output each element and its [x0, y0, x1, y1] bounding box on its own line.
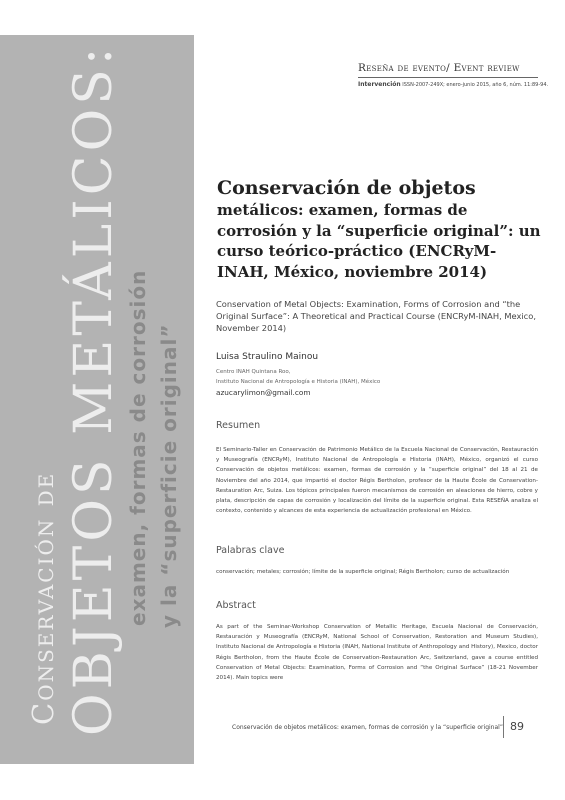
sidebar-title-line-2: OBJETOS METÁLICOS: — [64, 43, 124, 736]
resumen-text: El Seminario-Taller en Conservación de Patrimonio Metálico de la Escuela Nacional de Conservación, Restauración y Museografía (ENCRyM), Instituto Nacional de Antropología e Historia (INAH), México, organizó el curso Conservación de objetos metálicos: examen, formas de corrosión y la “superficie original” del 18 al 21 de Noviembre del año 2014, que impartió el doctor Régis Bertholon, profesor de la Haute École de Conservation-Restauration Arc, Suiza. Los tópicos principales fueron mecanismos de corrosión en aleaciones de hierro, cobre y plata, descripción de capas de corrosión y localización del límite de la superficie original. Esta RESEÑA analiza el contexto, contenido y alcances de esta experiencia de actualización profesional en México. — [216, 447, 538, 515]
keywords-text: conservación; metales; corrosión; límite de la superficie original; Régis Bertholon; curso de actualización — [216, 569, 510, 575]
footer-divider — [503, 716, 504, 738]
running-footer: Conservación de objetos metálicos: examen, formas de corrosión y la “superficie original” — [232, 724, 503, 731]
journal-info — [358, 81, 548, 88]
author-name: Luisa Straulino Mainou — [216, 352, 319, 362]
sidebar-title-line-1: Conservación de — [26, 471, 60, 725]
abstract-heading: Abstract — [216, 600, 256, 611]
journal-meta: ISSN-2007-249X; enero-junio 2015, año 6, núm. 11:89-94. — [402, 82, 549, 88]
sidebar-title-panel — [0, 35, 194, 764]
author-affiliation — [216, 367, 380, 387]
article-title — [217, 177, 547, 282]
sidebar-title-line-4: y la “superficie original” — [157, 323, 181, 628]
page-number: 89 — [510, 720, 524, 733]
header-divider — [358, 77, 538, 78]
article-title-rest: metálicos: examen, formas de corrosión y la “superficie original”: un curso teórico-práctico (ENCRyM-INAH, México, noviembre 2014) — [217, 201, 541, 281]
journal-name: Intervención — [358, 81, 401, 88]
resumen-heading: Resumen — [216, 420, 261, 431]
keywords-heading: Palabras clave — [216, 545, 285, 556]
abstract-text: As part of the Seminar-Workshop Conservation of Metallic Heritage, Escuela Nacional de Conservación, Restauración y Museografía (ENCRyM, National School of Conservation, Restoration and Museum Studies), Instituto Nacional de Antropología e Historia (INAH, National Institute of Anthropology and History), Mexico, doctor Régis Bertholon, from the Haute École de Conservation-Restauration Arc, Switzerland, gave a course entitled Conservation of Metal Objects: Examination, Forms of Corrosion and “the Original Surface” (18-21 November 2014). Main topics were — [216, 624, 538, 682]
affiliation-line-1: Centro INAH Quintana Roo, — [216, 369, 291, 375]
author-email: azucarylimon@gmail.com — [216, 388, 311, 397]
section-label: Reseña de evento/ Event review — [358, 62, 520, 74]
article-title-line-1: Conservación de objetos — [217, 177, 476, 199]
english-title: Conservation of Metal Objects: Examination, Forms of Corrosion and “the Original Surface”: A Theoretical and Practical Course (ENCRyM-INAH, Mexico, November 2014) — [216, 299, 536, 333]
affiliation-line-2: Instituto Nacional de Antropología e Historia (INAH), México — [216, 379, 381, 385]
sidebar-title-line-3: examen, formas de corrosión — [126, 269, 150, 626]
